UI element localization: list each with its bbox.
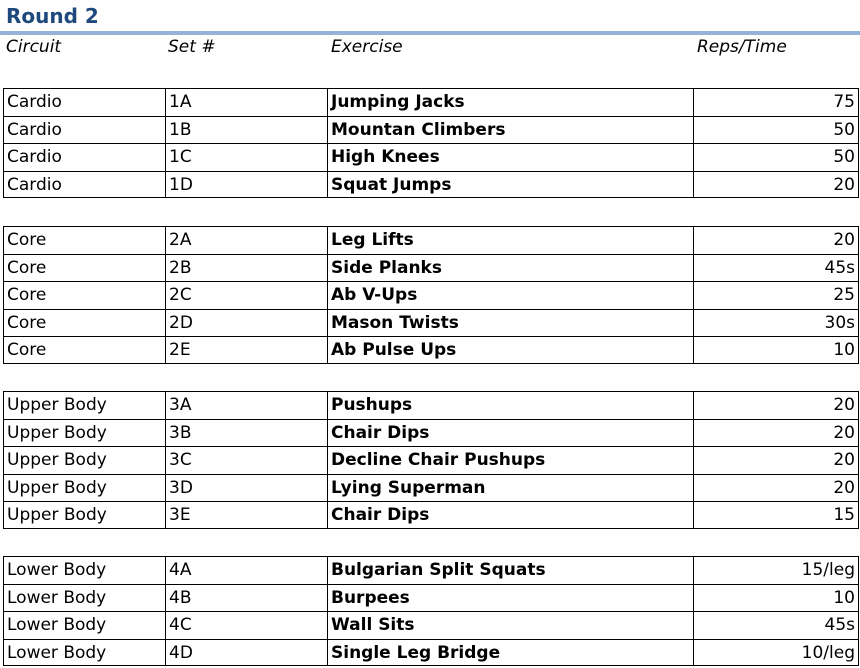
exercise-cell: Single Leg Bridge [327, 640, 693, 666]
table-row [3, 171, 859, 199]
set-cell: 2A [165, 227, 327, 254]
exercise-cell: Burpees [327, 585, 693, 612]
exercise-cell: Bulgarian Split Squats [327, 557, 693, 584]
header-circuit: Circuit [6, 37, 62, 57]
exercise-cell: High Knees [327, 144, 693, 171]
page-title: Round 2 [6, 4, 99, 28]
reps-cell: 45s [693, 612, 859, 639]
set-cell: 3E [165, 502, 327, 528]
circuit-cell: Core [3, 255, 165, 282]
circuit-cell: Core [3, 227, 165, 254]
exercise-cell: Side Planks [327, 255, 693, 282]
table-row [3, 556, 859, 584]
reps-cell: 20 [693, 447, 859, 474]
circuit-cell: Upper Body [3, 420, 165, 447]
set-cell: 4A [165, 557, 327, 584]
table-row [3, 391, 859, 419]
reps-cell: 75 [693, 89, 859, 116]
circuit-cell: Upper Body [3, 475, 165, 502]
table-row [3, 639, 859, 667]
exercise-cell: Ab Pulse Ups [327, 337, 693, 363]
circuit-cell: Cardio [3, 144, 165, 171]
set-cell: 3C [165, 447, 327, 474]
table-row [3, 419, 859, 447]
reps-cell: 10 [693, 337, 859, 363]
exercise-cell: Pushups [327, 392, 693, 419]
circuit-cell: Lower Body [3, 557, 165, 584]
header-set: Set # [168, 37, 216, 57]
set-cell: 3B [165, 420, 327, 447]
circuit-cell: Lower Body [3, 612, 165, 639]
table-row [3, 501, 859, 529]
reps-cell: 20 [693, 420, 859, 447]
exercise-cell: Chair Dips [327, 502, 693, 528]
set-cell: 2D [165, 310, 327, 337]
reps-cell: 10/leg [693, 640, 859, 666]
set-cell: 3A [165, 392, 327, 419]
exercise-cell: Ab V-Ups [327, 282, 693, 309]
set-cell: 4D [165, 640, 327, 666]
set-cell: 3D [165, 475, 327, 502]
exercise-cell: Squat Jumps [327, 172, 693, 198]
table-row [3, 336, 859, 364]
reps-cell: 15 [693, 502, 859, 528]
exercise-cell: Lying Superman [327, 475, 693, 502]
set-cell: 4B [165, 585, 327, 612]
header-reps-time: Reps/Time [697, 37, 787, 57]
set-cell: 2C [165, 282, 327, 309]
reps-cell: 20 [693, 475, 859, 502]
exercise-cell: Wall Sits [327, 612, 693, 639]
header-exercise: Exercise [331, 37, 403, 57]
table-row [3, 143, 859, 171]
set-cell: 1C [165, 144, 327, 171]
set-cell: 2B [165, 255, 327, 282]
circuit-cell: Core [3, 337, 165, 363]
set-cell: 1B [165, 117, 327, 144]
reps-cell: 20 [693, 227, 859, 254]
circuit-cell: Core [3, 282, 165, 309]
table-row [3, 611, 859, 639]
table-row [3, 584, 859, 612]
circuit-cell: Upper Body [3, 447, 165, 474]
table-row [3, 116, 859, 144]
exercise-cell: Chair Dips [327, 420, 693, 447]
exercise-cell: Decline Chair Pushups [327, 447, 693, 474]
set-cell: 4C [165, 612, 327, 639]
circuit-cell: Lower Body [3, 640, 165, 666]
circuit-cell: Core [3, 310, 165, 337]
reps-cell: 25 [693, 282, 859, 309]
circuit-cell: Cardio [3, 172, 165, 198]
table-row [3, 88, 859, 116]
exercise-cell: Mason Twists [327, 310, 693, 337]
table-row [3, 254, 859, 282]
table-row [3, 474, 859, 502]
reps-cell: 50 [693, 144, 859, 171]
exercise-cell: Jumping Jacks [327, 89, 693, 116]
reps-cell: 15/leg [693, 557, 859, 584]
circuit-cell: Lower Body [3, 585, 165, 612]
reps-cell: 50 [693, 117, 859, 144]
reps-cell: 20 [693, 392, 859, 419]
reps-cell: 10 [693, 585, 859, 612]
circuit-cell: Cardio [3, 117, 165, 144]
circuit-cell: Cardio [3, 89, 165, 116]
exercise-cell: Mountan Climbers [327, 117, 693, 144]
exercise-cell: Leg Lifts [327, 227, 693, 254]
circuit-cell: Upper Body [3, 392, 165, 419]
reps-cell: 20 [693, 172, 859, 198]
set-cell: 1A [165, 89, 327, 116]
table-row [3, 281, 859, 309]
table-row [3, 226, 859, 254]
set-cell: 2E [165, 337, 327, 363]
table-row [3, 309, 859, 337]
circuit-cell: Upper Body [3, 502, 165, 528]
table-row [3, 446, 859, 474]
set-cell: 1D [165, 172, 327, 198]
reps-cell: 30s [693, 310, 859, 337]
reps-cell: 45s [693, 255, 859, 282]
